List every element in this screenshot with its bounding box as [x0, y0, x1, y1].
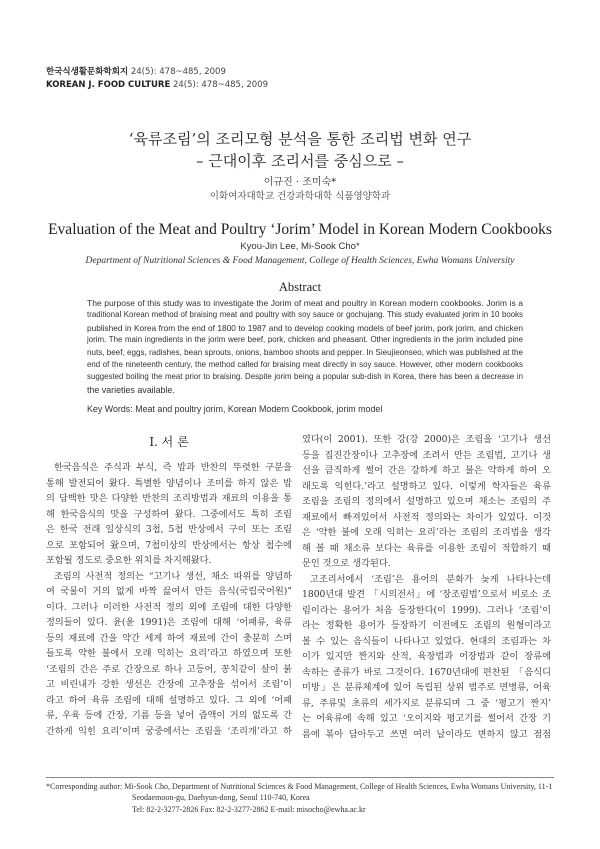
title-korean: ‘육류조림’의 조리모형 분석을 통한 조리법 변화 연구 [128, 130, 472, 148]
corresponding-author-footnote [46, 781, 556, 815]
authors-english: Kyou-Jin Lee, Mi-Sook Cho* [240, 241, 360, 252]
text-line: 래도록 익힌다.’라고 설명하고 있다. 이렇게 학자들은 육류 [302, 480, 551, 492]
text-line: 고 비린내가 강한 생선은 간장에 고추장을 섞어서 조림’이 [46, 679, 292, 690]
keywords [87, 403, 523, 415]
text-line: 이가 있지만 짠지와 산적, 육장법과 어장법과 같이 장류에 [302, 651, 551, 662]
paragraph [302, 432, 551, 572]
text-line: 등의 재료에 간을 약간 세게 하여 재료에 간이 충분히 스며 [46, 632, 292, 644]
text-line: 으로 포함되어 왔으며, 7첩이상의 반상에서는 항상 첩수에 [46, 539, 292, 551]
text-line: 볼 수 있는 음식들이 나타나고 있었다. 현대의 조림과는 차 [302, 635, 551, 647]
text-line: 조림의 사전적 정의는 “고기나 생선, 채소 따위를 양념하 [54, 570, 292, 582]
text-line: 1800년대 발견 「시의전서」에 ‘장조림법’으로서 비로소 조 [302, 589, 551, 600]
journal-name-en: KOREAN J. FOOD CULTURE [46, 80, 171, 90]
keywords-label: Key Words: [87, 404, 133, 414]
text-line: 속하는 종류가 바로 그것이다. 1670년대에 편찬된 「음식디 [302, 666, 551, 678]
text-line: 였다(이 2001). 또한 강(강 2000)은 조림을 ‘고기나 생선 [302, 434, 551, 445]
section-heading-introduction: I. 서 론 [149, 435, 189, 449]
text-line: 들도록 약한 불에서 오래 익히는 요리’라고 하였으며 또한 [46, 648, 292, 659]
text-line: 재료에서 빠져있어서 사전적 정의와는 차이가 있었다. 이것 [302, 511, 551, 523]
text-line: 등을 집진간장이나 고추장에 조려서 만든 조림법, 고기나 생 [302, 449, 551, 461]
text-line: 류, 우육 등에 간장, 기름 등을 넣어 즙액이 거의 없도록 간 [46, 710, 292, 721]
journal-volume-en: 24(5): 478~485, 2009 [172, 80, 268, 90]
text-line: 통해 발전되어 왔다. 특별한 양념이나 조미를 하지 않은 밥 [46, 477, 292, 489]
abstract-line: traditional Korean method of braising meat and poultry with soy sauce or gochujang. This study evaluated jorim in 10 books [87, 310, 523, 320]
text-line: ‘조림의 간은 주로 간장으로 하나 고등어, 꽁치같이 살이 붉 [46, 663, 292, 675]
text-line: 여 국물이 거의 없게 바짝 끓여서 만든 음식(국립국어원)” [46, 586, 292, 597]
journal-name-ko: 한국식생활문화학회지 [46, 67, 129, 77]
keywords-list: Meat and poultry jorim, Korean Modern Cookbook, jorim model [135, 404, 383, 414]
footnote-divider [46, 777, 554, 778]
text-line: 정의들이 있다. 윤(윤 1991)은 조림에 대해 ‘어패류, 육류 [46, 617, 292, 628]
paragraph [302, 572, 551, 743]
text-line: 류, 주류및 초류의 세가지로 분류되며 그 중 ‘평고기 짠지’ [302, 697, 551, 709]
text-line: 문인 것으로 생각된다. [302, 558, 391, 569]
journal-header [46, 66, 268, 92]
paragraph [46, 569, 292, 740]
footnote-line: Tel: 82-2-3277-2826 Fax: 82-2-3277-2862 E-mail: misocho@ewha.ac.kr [132, 804, 366, 814]
text-line: 해 볼 때 채소류 보다는 육류를 이용한 조림이 적합하기 때 [302, 542, 551, 554]
abstract-line: end of the nineteenth century, the method called for braising meat directly in soy sauce. However, other modern cookbooks [87, 360, 523, 370]
text-line: 의 담백한 맛은 다양한 반찬의 조리방법과 재료의 이용을 통 [46, 493, 292, 504]
text-line: 는 어육류에 속해 있고 ‘오이지와 평고기를 썰어서 간장 기 [302, 713, 551, 724]
text-line: 라고 하여 육류 조림에 대해 설명하고 있다. 그 외에 ‘어패 [46, 694, 292, 706]
right-column [302, 432, 551, 742]
text-line: 이다. 그러나 이러한 사전적 정의 외에 조림에 대한 다양한 [46, 601, 292, 613]
subtitle-korean: – 근대이후 조리서를 중심으로 – [196, 152, 404, 170]
text-line: 라는 정확한 용어가 등장하기 이전에도 조림의 원형이라고 [302, 620, 551, 631]
text-line: 미방」은 분류체계에 있어 독립된 상위 범주로 면병류, 어육 [302, 682, 551, 693]
abstract-line: The purpose of this study was to investigate the Jorim of meat and poultry in Korean modern cookbooks. Jorim is a [87, 298, 523, 308]
abstract-line: suggested boiling the meat prior to braising. Despite jorim being a popular sub-dish in Korea, there has been a decrease in [87, 372, 523, 382]
abstract-line: published in Korea from the end of 1800 to 1987 and to develop cooking models of beef jorim, pork jorim, and chicken [87, 322, 523, 333]
text-line: 간하게 익힌 요리’이며 궁중에서는 조림을 ‘조리개’라고 하 [46, 725, 292, 737]
paragraph [46, 460, 292, 569]
text-line: 선을 큼직하게 썰어 간은 강하게 하고 불은 약하게 하여 오 [302, 465, 551, 476]
title-english: Evaluation of the Meat and Poultry ‘Jorim’ Model in Korean Modern Cookbooks [48, 221, 552, 238]
text-line: 은 ‘약한 불에 오래 익히는 요리’라는 조림의 조리법을 생각 [302, 527, 551, 538]
abstract-heading: Abstract [278, 280, 322, 294]
text-line: 한국음식은 주식과 부식, 즉 밥과 반찬의 뚜렷한 구분을 [54, 462, 292, 473]
text-line: 고조리서에서 ‘조림’은 용어의 분화가 늦게 나타나는데 [310, 573, 551, 585]
text-line: 은 한국 전래 일상식의 3첩, 5첩 반상에서 구이 또는 조림 [46, 524, 292, 535]
text-line: 해 한국음식의 맛을 구성하여 왔다. 그중에서도 특히 조림 [46, 508, 292, 520]
text-line: 포함될 정도로 중요한 위치를 차지해왔다. [46, 555, 212, 566]
affiliation-korean: 이화여자대학교 건강과학대학 식품영양학과 [209, 191, 391, 202]
left-column [46, 460, 292, 739]
abstract-line: nuts, beef, eggs, radishes, bean sprouts, onions, bamboo shoots and pepper. In Sieujieonseo, which was published at the [87, 347, 524, 357]
abstract-line: the varieties available. [87, 384, 175, 395]
affiliation-english: Department of Nutritional Sciences & Food Management, College of Health Sciences, Ewha Womans University [85, 256, 515, 266]
footnote-line: Seodaemoon-gu, Daehyun-dong, Seoul 110-740, Korea [132, 793, 310, 803]
footnote-line: *Corresponding author: Mi-Sook Cho, Department of Nutritional Sciences & Food Management, College of Health Sciences, Ewha Womans University, 11-1 [46, 782, 553, 791]
authors-korean: 이규진 · 조미숙* [263, 177, 337, 188]
text-line: 림이라는 용어가 처음 등장한다(이 1999). 그러나 ‘조림’이 [302, 604, 551, 616]
text-line: 조림을 조림의 정의에서 설명하고 있으며 채소는 조림의 주 [302, 496, 551, 507]
journal-volume-ko: 24(5): 478~485, 2009 [130, 67, 226, 77]
text-line: 름에 볶아 담아두고 쓰면 여러 날이라도 변하지 않고 점점 [302, 728, 551, 740]
abstract-body [87, 297, 523, 396]
abstract-line: jorim. The main ingredients in the jorim were beef, pork, chicken and pheasant. Other ingredients in the jorim included pine [87, 335, 523, 345]
